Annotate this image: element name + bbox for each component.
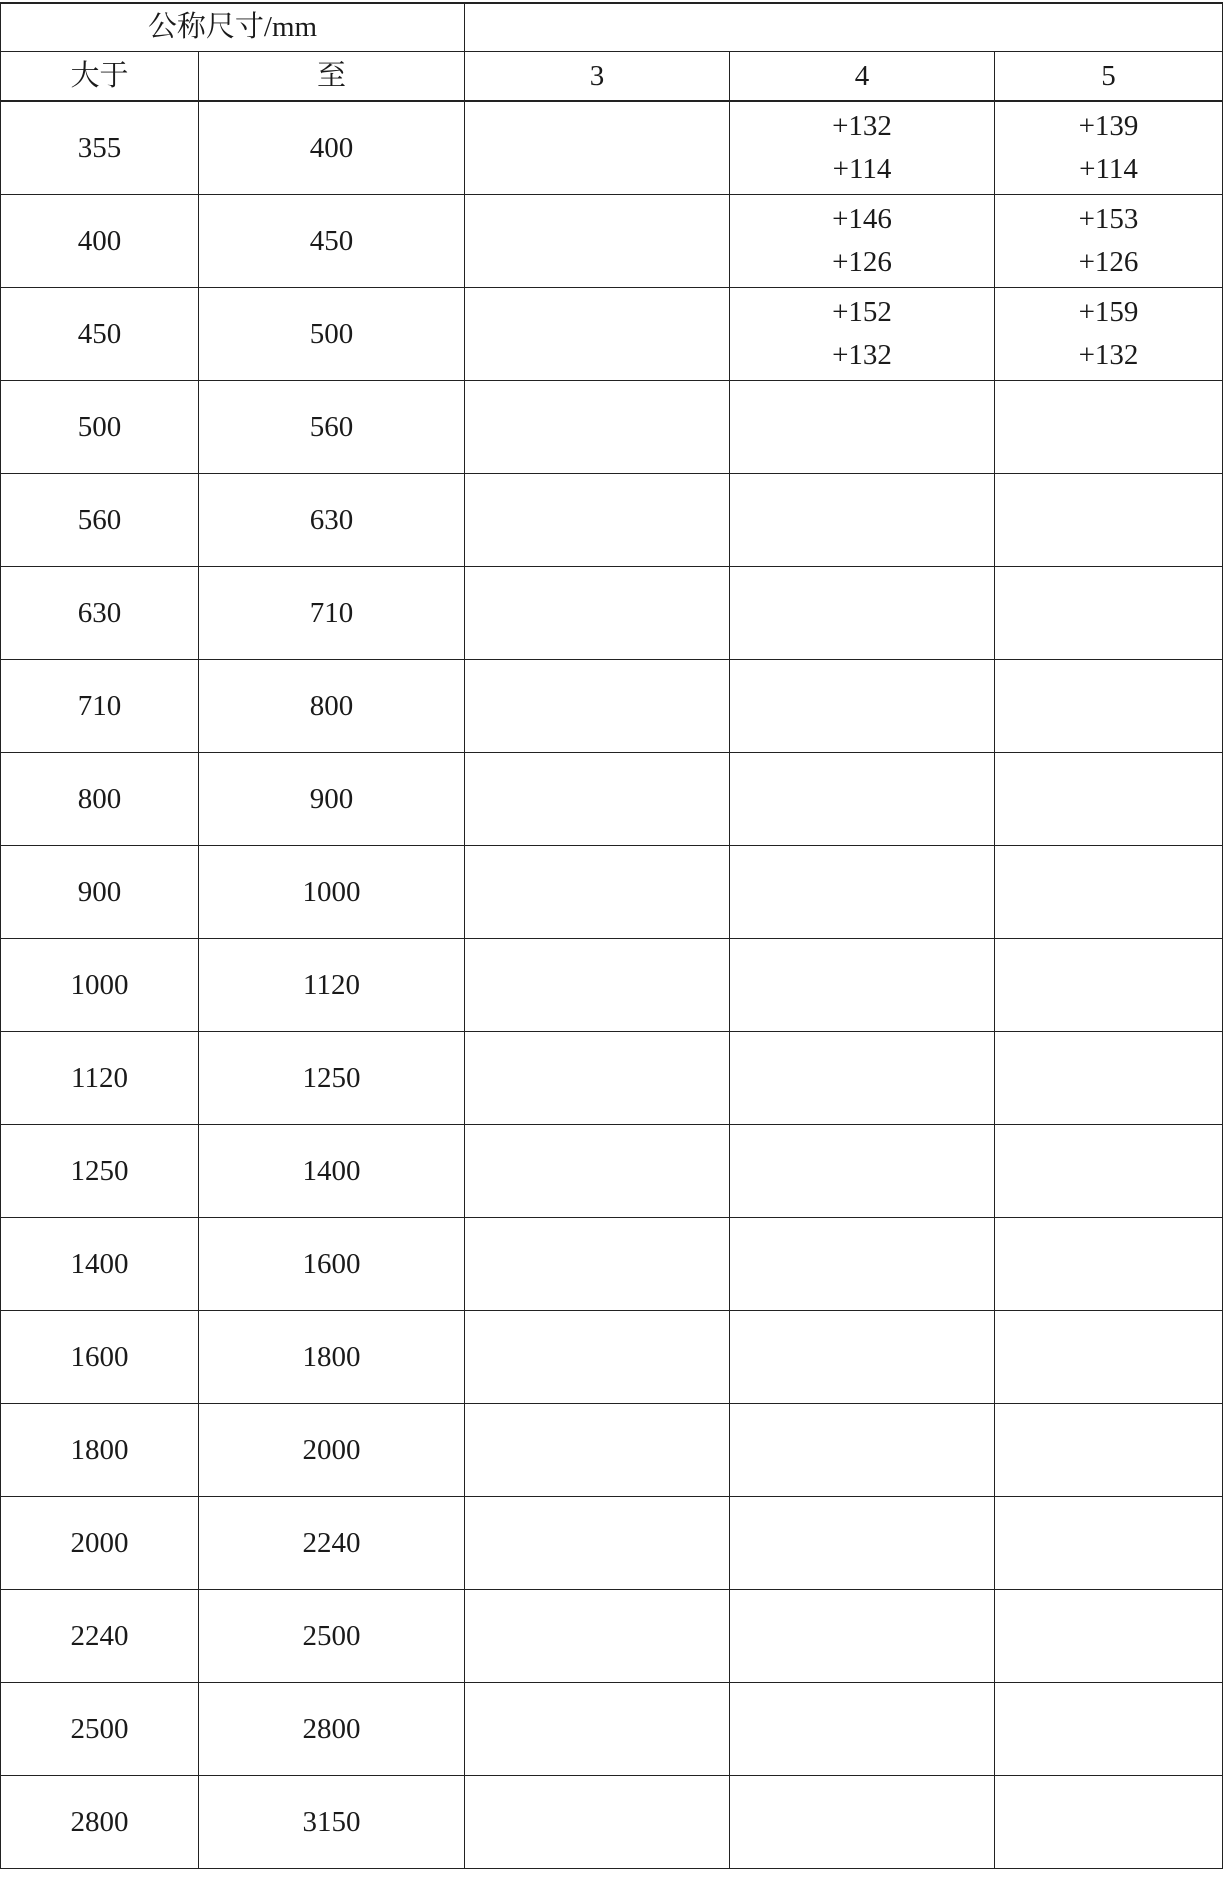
- size-to-cell: 900: [199, 753, 465, 846]
- grade-3-cell: [465, 195, 730, 288]
- grade-3-cell: [465, 474, 730, 567]
- table-row: [1, 1404, 1223, 1497]
- grade-5-cell: [995, 1497, 1223, 1590]
- lower-deviation: +132: [1078, 339, 1139, 371]
- table-row: [1, 1776, 1223, 1869]
- size-to-cell: 1250: [199, 1032, 465, 1125]
- size-over-cell: 500: [1, 381, 199, 474]
- col-header-grade-5: 5: [995, 52, 1223, 102]
- grade-5-cell: [995, 753, 1223, 846]
- size-to-cell: 400: [199, 101, 465, 195]
- deviation-stack: [995, 298, 1222, 370]
- upper-deviation: +146: [832, 203, 892, 235]
- table-row: [1, 846, 1223, 939]
- grade-5-cell: [995, 939, 1223, 1032]
- grade-4-cell: [730, 753, 995, 846]
- upper-deviation: +159: [1078, 296, 1139, 328]
- grade-5-cell: [995, 1218, 1223, 1311]
- size-to-cell: 450: [199, 195, 465, 288]
- size-over-cell: 900: [1, 846, 199, 939]
- header-row-columns: [1, 52, 1223, 102]
- grade-4-cell: [730, 660, 995, 753]
- grade-header-blank: [995, 3, 1223, 52]
- grade-header-blank: [730, 3, 995, 52]
- size-to-cell: 560: [199, 381, 465, 474]
- size-over-cell: 400: [1, 195, 199, 288]
- grade-3-cell: [465, 753, 730, 846]
- grade-4-cell: [730, 1683, 995, 1776]
- size-over-cell: 2000: [1, 1497, 199, 1590]
- size-over-cell: 1120: [1, 1032, 199, 1125]
- table-row: [1, 288, 1223, 381]
- deviation-stack: [730, 205, 994, 277]
- size-over-cell: 2500: [1, 1683, 199, 1776]
- table-row: [1, 101, 1223, 195]
- nominal-size-header: 公称尺寸/mm: [1, 3, 465, 52]
- size-to-cell: 2800: [199, 1683, 465, 1776]
- size-to-cell: 500: [199, 288, 465, 381]
- grade-5-cell: [995, 846, 1223, 939]
- lower-deviation: +114: [832, 153, 892, 185]
- grade-4-cell: [730, 1404, 995, 1497]
- grade-5-cell: [995, 288, 1223, 381]
- grade-5-cell: [995, 1776, 1223, 1869]
- size-over-cell: 2240: [1, 1590, 199, 1683]
- grade-header-blank: [465, 3, 730, 52]
- table-row: [1, 1590, 1223, 1683]
- grade-3-cell: [465, 1125, 730, 1218]
- size-to-cell: 1600: [199, 1218, 465, 1311]
- grade-4-cell: [730, 381, 995, 474]
- table-row: [1, 1683, 1223, 1776]
- grade-3-cell: [465, 1683, 730, 1776]
- grade-3-cell: [465, 1590, 730, 1683]
- grade-3-cell: [465, 846, 730, 939]
- size-to-cell: 1800: [199, 1311, 465, 1404]
- upper-deviation: +132: [832, 110, 892, 142]
- size-to-cell: 800: [199, 660, 465, 753]
- col-header-over: 大于: [1, 52, 199, 102]
- size-to-cell: 630: [199, 474, 465, 567]
- size-to-cell: 2240: [199, 1497, 465, 1590]
- grade-3-cell: [465, 288, 730, 381]
- size-over-cell: 1400: [1, 1218, 199, 1311]
- grade-3-cell: [465, 939, 730, 1032]
- size-over-cell: 800: [1, 753, 199, 846]
- size-over-cell: 450: [1, 288, 199, 381]
- col-header-grade-4: 4: [730, 52, 995, 102]
- grade-4-cell: [730, 846, 995, 939]
- size-over-cell: 1800: [1, 1404, 199, 1497]
- table-row: [1, 381, 1223, 474]
- table-row: [1, 1032, 1223, 1125]
- lower-deviation: +126: [832, 246, 892, 278]
- grade-4-cell: [730, 939, 995, 1032]
- grade-5-cell: [995, 195, 1223, 288]
- grade-4-cell: [730, 1032, 995, 1125]
- lower-deviation: +126: [1078, 246, 1139, 278]
- grade-3-cell: [465, 1404, 730, 1497]
- upper-deviation: +139: [1078, 110, 1139, 142]
- table-row: [1, 1125, 1223, 1218]
- table-row: [1, 474, 1223, 567]
- size-over-cell: 1000: [1, 939, 199, 1032]
- grade-4-cell: [730, 1311, 995, 1404]
- tolerance-table: [0, 2, 1223, 1869]
- size-to-cell: 2000: [199, 1404, 465, 1497]
- upper-deviation: +152: [832, 296, 892, 328]
- header-row-nominal: [1, 3, 1223, 52]
- size-to-cell: 1120: [199, 939, 465, 1032]
- upper-deviation: +153: [1078, 203, 1139, 235]
- size-to-cell: 2500: [199, 1590, 465, 1683]
- size-over-cell: 630: [1, 567, 199, 660]
- grade-3-cell: [465, 1032, 730, 1125]
- grade-5-cell: [995, 1032, 1223, 1125]
- size-over-cell: 1600: [1, 1311, 199, 1404]
- size-over-cell: 355: [1, 101, 199, 195]
- table-row: [1, 753, 1223, 846]
- grade-4-cell: [730, 567, 995, 660]
- size-over-cell: 2800: [1, 1776, 199, 1869]
- grade-5-cell: [995, 1404, 1223, 1497]
- size-to-cell: 1400: [199, 1125, 465, 1218]
- table-row: [1, 1497, 1223, 1590]
- grade-4-cell: [730, 195, 995, 288]
- grade-3-cell: [465, 1497, 730, 1590]
- size-over-cell: 710: [1, 660, 199, 753]
- grade-4-cell: [730, 1590, 995, 1683]
- grade-4-cell: [730, 288, 995, 381]
- table-row: [1, 567, 1223, 660]
- col-header-to: 至: [199, 52, 465, 102]
- grade-4-cell: [730, 101, 995, 195]
- grade-5-cell: [995, 1590, 1223, 1683]
- grade-3-cell: [465, 1311, 730, 1404]
- grade-4-cell: [730, 1776, 995, 1869]
- grade-5-cell: [995, 101, 1223, 195]
- col-header-grade-3: 3: [465, 52, 730, 102]
- grade-3-cell: [465, 660, 730, 753]
- size-to-cell: 3150: [199, 1776, 465, 1869]
- grade-5-cell: [995, 1311, 1223, 1404]
- grade-4-cell: [730, 1497, 995, 1590]
- grade-4-cell: [730, 1125, 995, 1218]
- grade-3-cell: [465, 1218, 730, 1311]
- size-over-cell: 1250: [1, 1125, 199, 1218]
- deviation-stack: [995, 205, 1222, 277]
- deviation-stack: [730, 112, 994, 184]
- deviation-stack: [730, 298, 994, 370]
- grade-5-cell: [995, 1125, 1223, 1218]
- lower-deviation: +132: [832, 339, 892, 371]
- grade-5-cell: [995, 381, 1223, 474]
- grade-3-cell: [465, 101, 730, 195]
- grade-5-cell: [995, 660, 1223, 753]
- size-over-cell: 560: [1, 474, 199, 567]
- grade-3-cell: [465, 1776, 730, 1869]
- grade-5-cell: [995, 474, 1223, 567]
- grade-3-cell: [465, 381, 730, 474]
- table-row: [1, 939, 1223, 1032]
- table-row: [1, 660, 1223, 753]
- size-to-cell: 1000: [199, 846, 465, 939]
- grade-5-cell: [995, 1683, 1223, 1776]
- size-to-cell: 710: [199, 567, 465, 660]
- table-row: [1, 195, 1223, 288]
- grade-5-cell: [995, 567, 1223, 660]
- grade-4-cell: [730, 474, 995, 567]
- lower-deviation: +114: [1079, 153, 1138, 185]
- deviation-stack: [995, 112, 1222, 184]
- table-row: [1, 1311, 1223, 1404]
- grade-4-cell: [730, 1218, 995, 1311]
- table-body: [1, 101, 1223, 1869]
- table-row: [1, 1218, 1223, 1311]
- grade-3-cell: [465, 567, 730, 660]
